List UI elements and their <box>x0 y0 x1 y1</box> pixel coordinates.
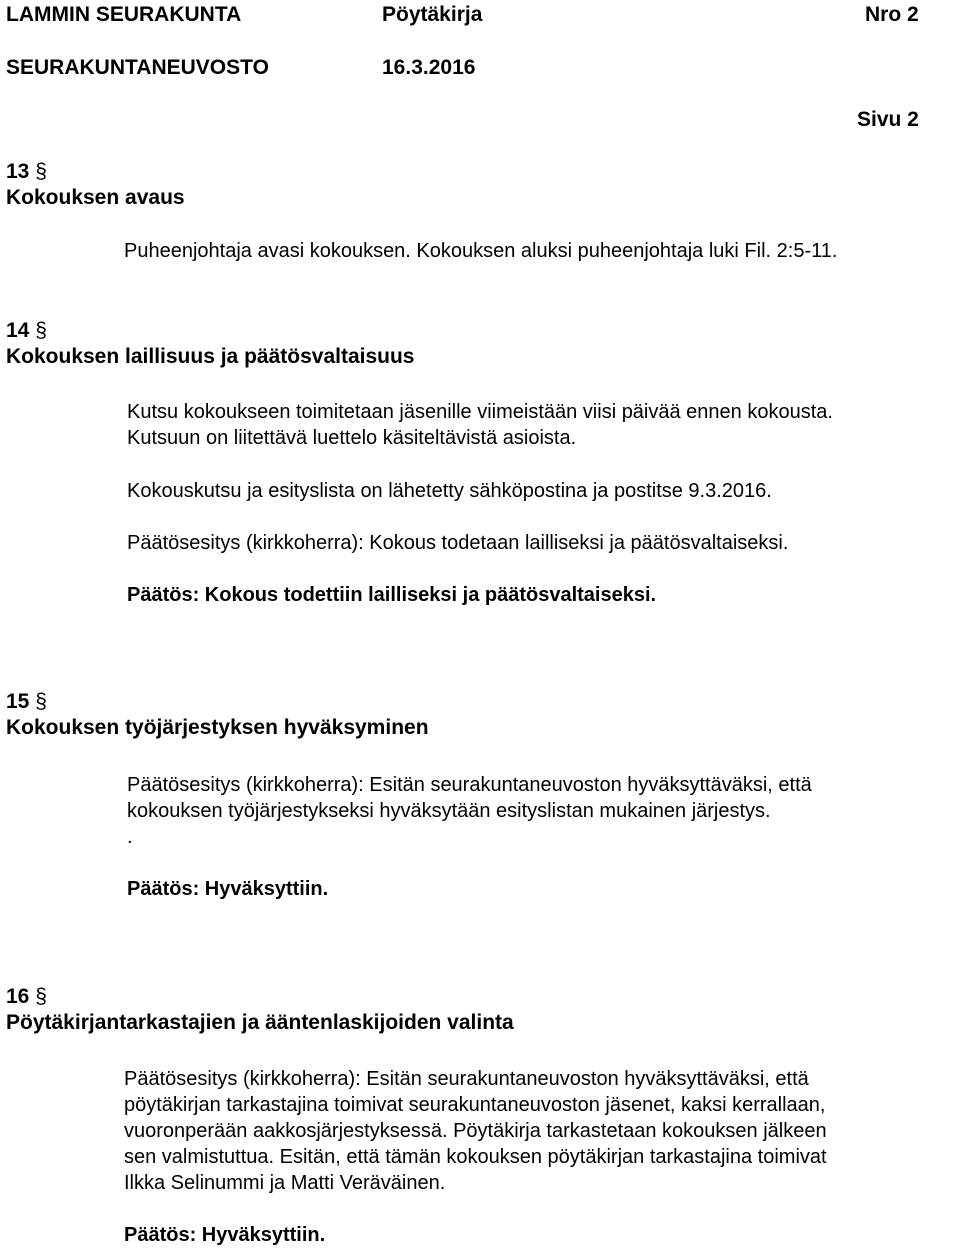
section-14-para1-line1: Kutsu kokoukseen toimitetaan jäsenille viimeistään viisi päivää ennen kokousta. <box>127 401 833 423</box>
section-14-decision: Päätös: Kokous todettiin lailliseksi ja päätösvaltaiseksi. <box>127 584 657 606</box>
section-15-num: 15 <box>6 690 30 713</box>
section-15-dot: . <box>127 826 133 848</box>
section-14-number <box>6 320 47 341</box>
section-13-title: Kokouksen avaus <box>6 186 185 209</box>
header-number: Nro 2 <box>865 3 919 26</box>
section-16-number <box>6 986 47 1007</box>
section-14-para2: Kokouskutsu ja esityslista on lähetetty sähköpostina ja postitse 9.3.2016. <box>127 480 772 502</box>
section-16-proposal-line4: sen valmistuttua. Esitän, että tämän kokouksen pöytäkirjan tarkastajina toimivat <box>124 1146 827 1168</box>
section-16-title: Pöytäkirjantarkastajien ja ääntenlaskijoiden valinta <box>6 1011 514 1034</box>
section-13-text: Puheenjohtaja avasi kokouksen. Kokouksen aluksi puheenjohtaja luki Fil. 2:5-11. <box>124 240 838 262</box>
section-15-number <box>6 691 47 712</box>
section-16-proposal-line2: pöytäkirjan tarkastajina toimivat seurakuntaneuvoston jäsenet, kaksi kerrallaan, <box>124 1094 826 1116</box>
section-16-proposal-line3: vuoronperään aakkosjärjestyksessä. Pöytäkirja tarkastetaan kokouksen jälkeen <box>124 1120 827 1142</box>
section-15-title: Kokouksen työjärjestyksen hyväksyminen <box>6 716 429 739</box>
section-13-num: 13 <box>6 160 30 183</box>
section-15-proposal-line1: Päätösesitys (kirkkoherra): Esitän seurakuntaneuvoston hyväksyttäväksi, että <box>127 774 812 796</box>
section-sign-icon: § <box>35 160 47 183</box>
section-16-num: 16 <box>6 985 30 1008</box>
section-16-decision: Päätös: Hyväksyttiin. <box>124 1224 326 1246</box>
section-13-number <box>6 161 47 182</box>
section-sign-icon: § <box>35 319 47 342</box>
section-14-para1-line2: Kutsuun on liitettävä luettelo käsiteltävistä asioista. <box>127 427 577 449</box>
section-15-proposal-line2: kokouksen työjärjestykseksi hyväksytään esityslistan mukainen järjestys. <box>127 800 771 822</box>
section-sign-icon: § <box>35 985 47 1008</box>
section-14-proposal: Päätösesitys (kirkkoherra): Kokous todetaan lailliseksi ja päätösvaltaiseksi. <box>127 532 789 554</box>
section-16-proposal-line5: Ilkka Selinummi ja Matti Veräväinen. <box>124 1172 446 1194</box>
header-page: Sivu 2 <box>857 108 919 131</box>
section-14-title: Kokouksen laillisuus ja päätösvaltaisuus <box>6 345 415 368</box>
header-date: 16.3.2016 <box>382 56 476 79</box>
section-15-decision: Päätös: Hyväksyttiin. <box>127 878 329 900</box>
section-16-proposal-line1: Päätösesitys (kirkkoherra): Esitän seurakuntaneuvoston hyväksyttäväksi, että <box>124 1068 809 1090</box>
header-doc-type: Pöytäkirja <box>382 3 483 26</box>
header-body: SEURAKUNTANEUVOSTO <box>6 56 269 79</box>
section-14-num: 14 <box>6 319 30 342</box>
section-sign-icon: § <box>35 690 47 713</box>
header-org: LAMMIN SEURAKUNTA <box>6 3 242 26</box>
